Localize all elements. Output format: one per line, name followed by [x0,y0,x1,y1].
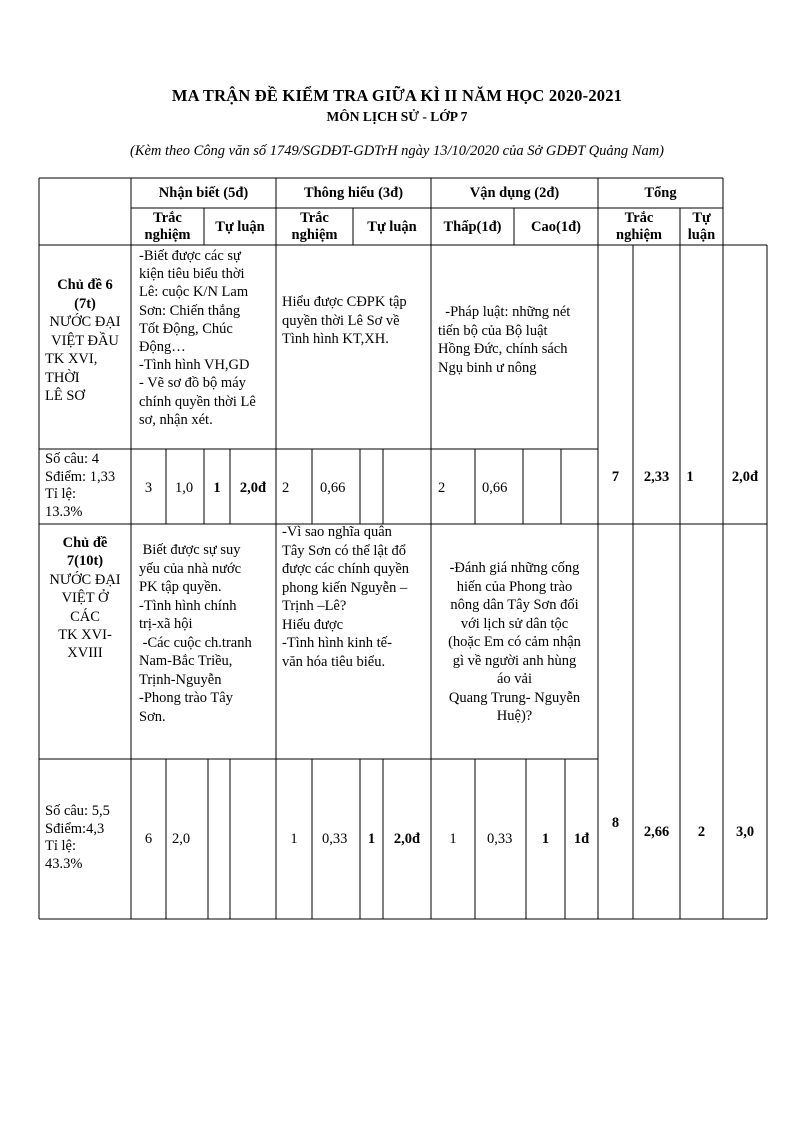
topic-1-nhan-biet: -Biết được các sự kiện tiêu biểu thời Lê: cuộc K/N Lam Sơn: Chiến thắng Tốt Động, Chúc Động… -Tình hình VH,GD - Vẽ sơ đồ bộ máy chính quyền thời Lê sơ, nhận xét. [139,248,256,428]
header-thap: Thấp(1đ) [443,219,502,235]
topic-2-stats: Số câu: 5,5 Sđiểm:4,3 Tỉ lệ: 43.3% [45,803,110,872]
t2-th-tn-cau: 1 [290,831,298,847]
t2-nb-tn-cau: 6 [144,831,153,847]
topic-1-thong-hieu: Hiểu được CĐPK tập quyền thời Lê Sơ về Tình hình KT,XH. [282,294,407,347]
document-title: MA TRẬN ĐỀ KIỂM TRA GIỮA KÌ II NĂM HỌC 2020-2021 [171,86,623,105]
header-nb-trac-nghiem: Trắc nghiệm [144,210,191,243]
t2-vd-thap-cau: 1 [449,831,457,847]
t1-tong-tn-cau: 7 [611,469,620,485]
t1-th-tn-cau: 2 [282,480,290,496]
header-th-tu-luan: Tự luận [367,219,417,235]
document-note: (Kèm theo Công văn số 1749/SGDĐT-GDTrH ngày 13/10/2020 của Sở GDĐT Quảng Nam) [129,143,665,159]
header-tong-tu-luan: Tự luận [687,210,716,243]
t1-tong-tl-cau: 1 [686,469,694,485]
t1-th-tn-diem: 0,66 [320,480,346,496]
t2-tong-tn-cau: 8 [611,815,620,831]
t2-tong-tn-diem: 2,66 [643,824,670,840]
header-th-trac-nghiem: Trắc nghiệm [291,210,338,243]
t2-vd-cao-diem: 1đ [573,831,590,847]
t1-tong-tl-diem: 2,0đ [731,469,759,485]
header-tong: Tổng [644,185,677,201]
t1-nb-tl-cau: 1 [213,480,221,496]
header-cao: Cao(1đ) [531,219,581,235]
document-subtitle: MÔN LỊCH SỬ - LỚP 7 [326,109,468,124]
t1-nb-tn-diem: 1,0 [175,480,194,496]
header-thong-hieu: Thông hiểu (3đ) [303,185,404,201]
topic-1-stats: Số câu: 4 Sđiểm: 1,33 Tỉ lệ: 13.3% [45,451,116,520]
header-nb-tu-luan: Tự luận [215,219,265,235]
t2-th-tn-diem: 0,33 [322,831,348,847]
header-nhan-biet: Nhận biết (5đ) [158,185,249,201]
topic-2-nhan-biet: Biết được sự suy yếu của nhà nước PK tập quyền. -Tình hình chính trị-xã hội -Các cuộc ch.tranh Nam-Bắc Triều, Trịnh-Nguyễn -Phong trào Tây Sơn. [139,542,252,725]
t1-vd-thap-diem: 0,66 [482,480,508,496]
t2-vd-cao-cau: 1 [541,831,550,847]
t2-vd-thap-diem: 0,33 [487,831,513,847]
topic-2-van-dung: -Đánh giá những cống hiến của Phong trào nông dân Tây Sơn đối với lịch sử dân tộc (hoặc Em có cảm nhận gì về người anh hùng áo vải Quang Trung- Nguyễn Huệ)? [448,560,581,724]
t1-tong-tn-diem: 2,33 [643,469,670,485]
header-tong-trac-nghiem: Trắc nghiệm [616,210,662,243]
header-van-dung: Vận dụng (2đ) [469,185,560,201]
topic-2-thong-hieu: -Vì sao nghĩa quân Tây Sơn có thể lật đổ được các chính quyền phong kiến Nguyễn – Trịnh –Lê? Hiểu được -Tình hình kinh tế- văn hóa tiêu biểu. [282,524,410,670]
topic-1-van-dung: -Pháp luật: những nét tiến bộ của Bộ luật Hồng Đức, chính sách Ngụ binh ư nông [438,304,571,376]
t2-th-tl-cau: 1 [367,831,376,847]
topic-1-name-cont: TK XVI, THỜI LÊ SƠ [45,351,98,404]
topic-1-name: Chủ đề 6 (7t) NƯỚC ĐẠI VIỆT ĐẦU [49,277,121,349]
t1-nb-tn-cau: 3 [144,480,153,496]
t2-nb-tn-diem: 2,0 [172,831,191,847]
t2-tong-tl-diem: 3,0 [735,824,755,840]
t1-nb-tl-diem: 2,0đ [239,480,267,496]
t2-tong-tl-cau: 2 [697,824,706,840]
t2-th-tl-diem: 2,0đ [393,831,421,847]
topic-2-name: Chủ đề 7(10t) NƯỚC ĐẠI VIỆT Ở CÁC TK XVI- XVIII [49,535,121,662]
t1-vd-thap-cau: 2 [438,480,446,496]
